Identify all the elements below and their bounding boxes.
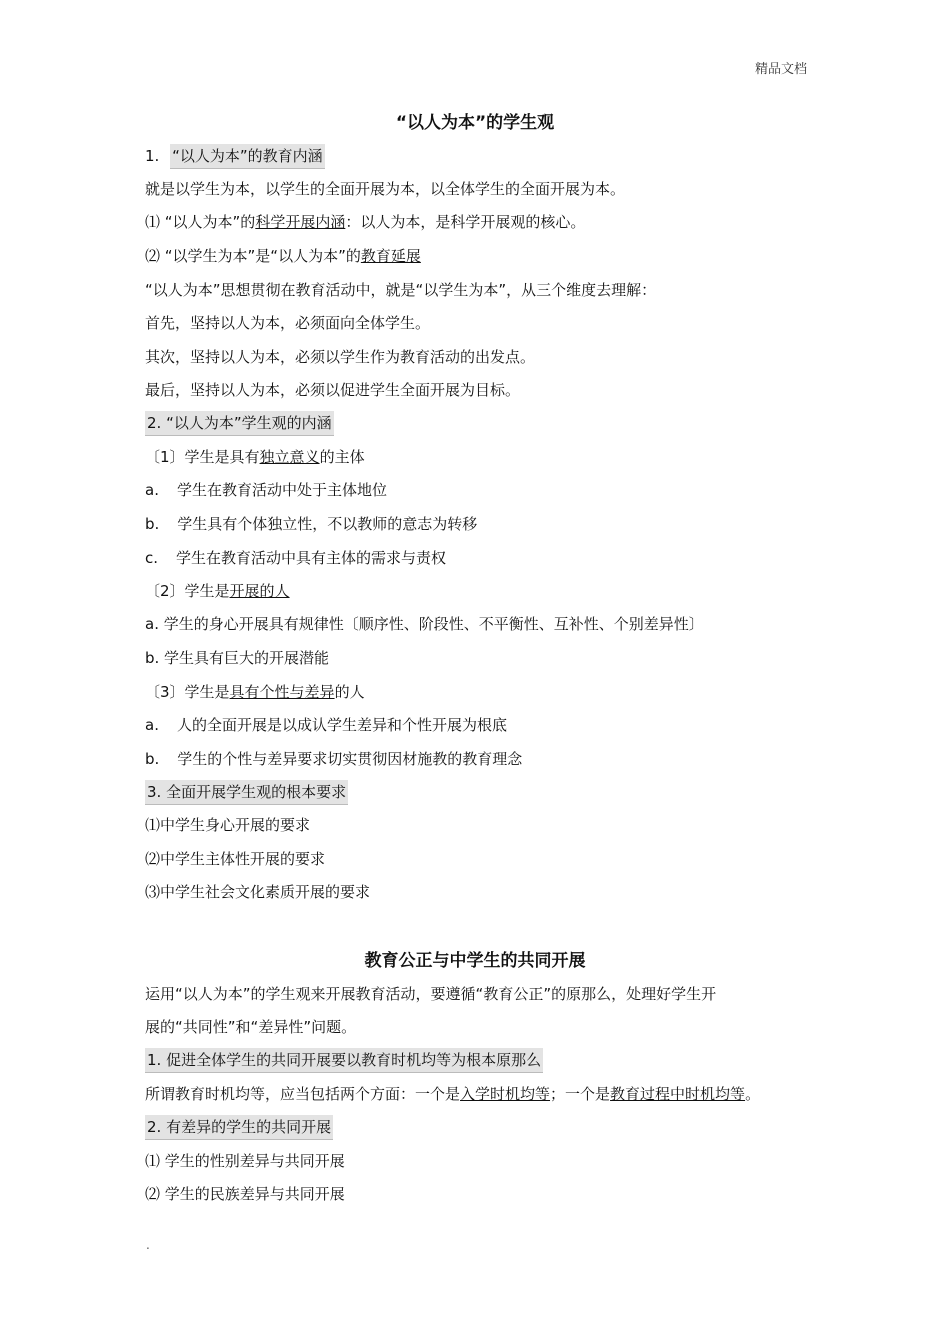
text: 〔2〕学生是 xyxy=(145,582,230,600)
text: 的人 xyxy=(334,683,365,701)
heading-2-text: 2. 有差异的学生的共同开展 xyxy=(145,1115,333,1140)
underlined-term: 科学开展内涵 xyxy=(255,213,346,231)
underlined-term: 教育过程中时机均等 xyxy=(610,1085,746,1103)
paragraph: 其次，坚持以人为本，必须以学生作为教育活动的出发点。 xyxy=(145,348,536,366)
heading-1-text: 1. 促进全体学生的共同开展要以教育时机均等为根本原那么 xyxy=(145,1048,543,1073)
list-item: ⑵中学生主体性开展的要求 xyxy=(145,850,326,868)
text: 所谓教育时机均等，应当包括两个方面：一个是 xyxy=(145,1085,461,1103)
heading-1 xyxy=(145,143,325,169)
text: 〔1〕学生是具有 xyxy=(145,448,260,466)
list-label: c. xyxy=(145,549,159,567)
paragraph: 首先，坚持以人为本，必须面向全体学生。 xyxy=(145,314,431,332)
section-title-2: 教育公正与中学生的共同开展 xyxy=(364,951,586,971)
list-item xyxy=(145,477,387,503)
underlined-term: 入学时机均等 xyxy=(460,1085,551,1103)
heading-1 xyxy=(145,1047,543,1073)
paragraph: 展的“共同性”和“差异性”问题。 xyxy=(145,1018,357,1036)
paragraph xyxy=(145,1081,760,1107)
underlined-term: 开展的人 xyxy=(229,582,290,600)
list-item: b. 学生具有巨大的开展潜能 xyxy=(145,649,330,667)
list-text: 学生具有个体独立性，不以教师的意志为转移 xyxy=(177,515,478,533)
list-text: 人的全面开展是以成认学生差异和个性开展为根底 xyxy=(176,716,507,734)
list-text: 学生的个性与差异要求切实贯彻因材施教的教育理念 xyxy=(177,750,523,768)
subheading xyxy=(145,679,365,705)
list-label: a. xyxy=(145,481,159,499)
list-item xyxy=(145,511,477,537)
paragraph: 就是以学生为本，以学生的全面开展为本，以全体学生的全面开展为本。 xyxy=(145,180,626,198)
list-label: b. xyxy=(145,515,160,533)
list-item xyxy=(145,746,522,772)
heading-2-text: 2. “以人为本”学生观的内涵 xyxy=(145,411,334,436)
list-item xyxy=(145,545,446,571)
text: ⑴ “以人为本”的 xyxy=(145,213,256,231)
heading-1-text: “以人为本”的教育内涵 xyxy=(170,144,325,169)
text: ⑵ “以学生为本”是“以人为本”的 xyxy=(145,247,361,265)
heading-3-text: 3. 全面开展学生观的根本要求 xyxy=(145,780,348,805)
list-item: ⑶中学生社会文化素质开展的要求 xyxy=(145,883,371,901)
footer-dot: . xyxy=(146,1238,150,1252)
watermark: 精品文档 xyxy=(754,62,807,77)
text: 的主体 xyxy=(319,448,365,466)
list-item: ⑵ 学生的民族差异与共同开展 xyxy=(145,1185,345,1203)
heading-3 xyxy=(145,779,348,805)
list-label: a. xyxy=(145,716,159,734)
paragraph: “以人为本”思想贯彻在教育活动中，就是“以学生为本”，从三个维度去理解： xyxy=(145,281,657,299)
list-item: ⑴ 学生的性别差异与共同开展 xyxy=(145,1152,345,1170)
paragraph: 最后，坚持以人为本，必须以促进学生全面开展为目标。 xyxy=(145,381,521,399)
paragraph xyxy=(145,209,585,235)
list-text: 学生在教育活动中处于主体地位 xyxy=(176,481,387,499)
list-item: a. 学生的身心开展具有规律性〔顺序性、阶段性、不平衡性、互补性、个别差异性〕 xyxy=(145,615,704,633)
text: ；一个是 xyxy=(550,1085,611,1103)
list-item: ⑴中学生身心开展的要求 xyxy=(145,816,311,834)
heading-2 xyxy=(145,410,334,436)
section-title-1: “以人为本”的学生观 xyxy=(395,113,555,133)
underlined-term: 具有个性与差异 xyxy=(229,683,335,701)
list-label: b. xyxy=(145,750,160,768)
underlined-term: 独立意义 xyxy=(259,448,320,466)
text: 〔3〕学生是 xyxy=(145,683,230,701)
text: 。 xyxy=(745,1085,761,1103)
paragraph: 运用“以人为本”的学生观来开展教育活动，要遵循“教育公正”的原那么，处理好学生开 xyxy=(145,985,717,1003)
subheading xyxy=(145,578,290,604)
underlined-term: 教育延展 xyxy=(360,247,421,265)
list-item xyxy=(145,712,507,738)
heading-2 xyxy=(145,1114,333,1140)
heading-1-number: 1. xyxy=(145,147,160,165)
subheading xyxy=(145,444,365,470)
list-text: 学生在教育活动中具有主体的需求与责权 xyxy=(176,549,447,567)
text: ：以人为本，是科学开展观的核心。 xyxy=(345,213,586,231)
paragraph xyxy=(145,243,421,269)
